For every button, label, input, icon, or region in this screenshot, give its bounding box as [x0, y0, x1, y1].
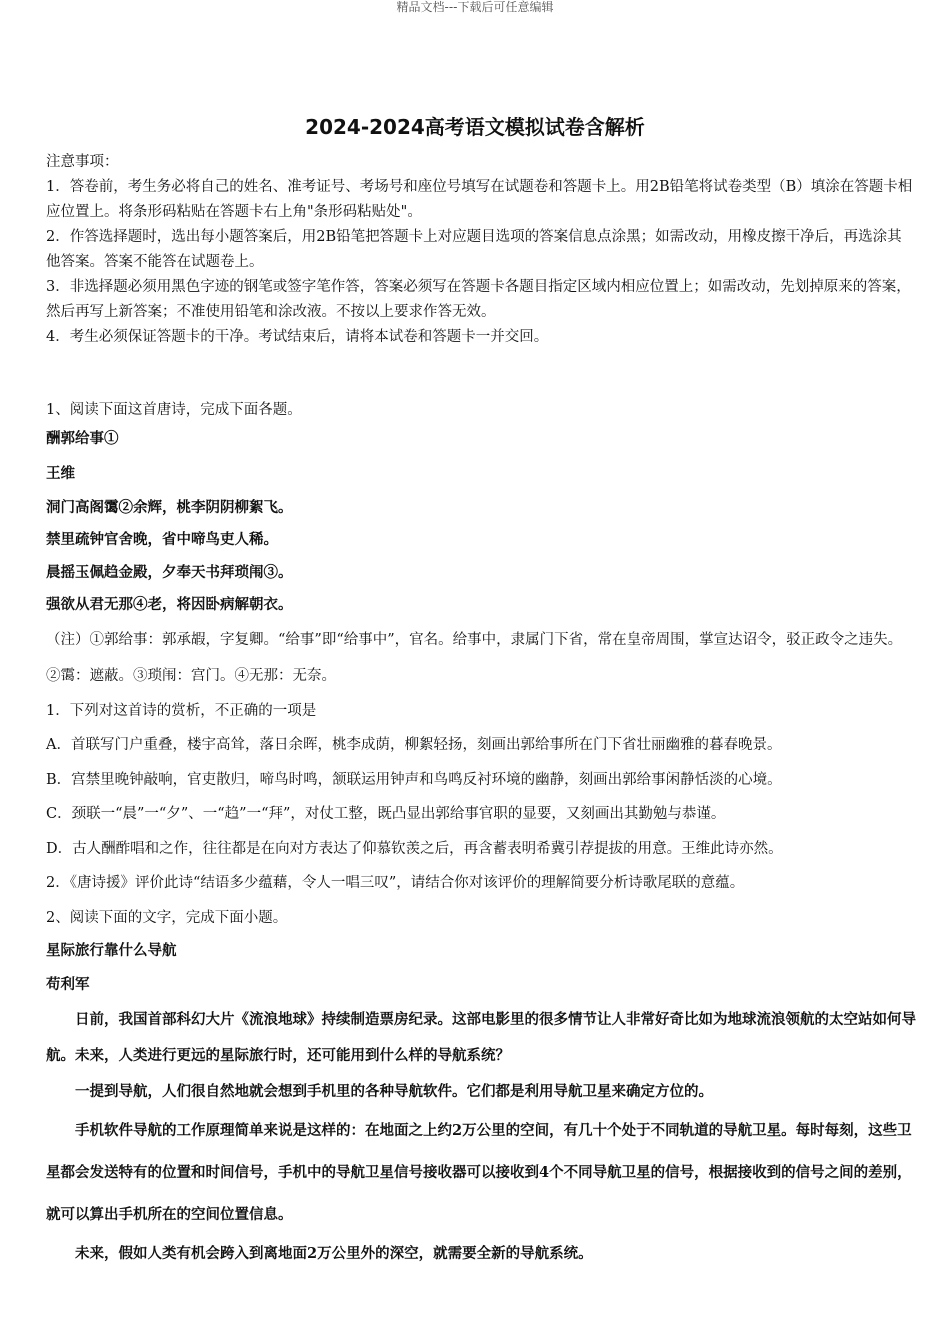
q2-intro: 2、阅读下面的文字，完成下面小题。 — [46, 909, 288, 926]
notice-heading: 注意事项： — [46, 154, 119, 170]
article-author: 苟利军 — [46, 975, 90, 993]
article-title: 星际旅行靠什么导航 — [46, 942, 177, 959]
poem-line-4: 强欲从君无那④老，将因卧病解朝衣。 — [46, 596, 293, 613]
article-paragraph-2: 一提到导航，人们很自然地就会想到手机里的各种导航软件。它们都是利用导航卫星来确定方位的。 — [75, 1083, 713, 1100]
article-paragraph-3: 手机软件导航的工作原理简单来说是这样的：在地面之上约2万公里的空间，有几十个处于不同轨道的导航卫星。每时每刻，这些卫星都会发送特有的位置和时间信号，手机中的导航卫星信号接收器可以接收到4个不同导航卫星的信号，根据接收到的信号之间的差别，就可以算出手机所在的空间位置信息。 — [46, 1122, 912, 1223]
notice-item-1: 1．答卷前，考生务必将自己的姓名、准考证号、考场号和座位号填写在试题卷和答题卡上。用2B铅笔将试卷类型（B）填涂在答题卡相应位置上。将条形码粘贴在答题卡右上角"条形码粘贴处"。 — [46, 179, 913, 220]
option-a: A．首联写门户重叠，楼宇高耸，落日余晖，桃李成荫，柳絮轻扬，刻画出郭给事所在门下省壮丽幽雅的暮春晚景。 — [46, 737, 782, 753]
notice-section — [46, 150, 916, 350]
option-d: D．古人酬酢唱和之作，往往都是在向对方表达了仰慕钦羡之后，再含蓄表明希冀引荐提拔的用意。王维此诗亦然。 — [46, 840, 783, 857]
notice-item-3: 3．非选择题必须用黑色字迹的钢笔或签字笔作答，答案必须写在答题卡各题目指定区域内相应位置上；如需改动，先划掉原来的答案，然后再写上新答案；不准使用铅笔和涂改液。不按以上要求作答无效。 — [46, 279, 911, 320]
article-paragraph-4: 未来，假如人类有机会跨入到离地面2万公里外的深空，就需要全新的导航系统。 — [75, 1245, 593, 1262]
question-section — [46, 397, 916, 1272]
page-header: 精品文档---下载后可任意编辑 — [396, 0, 554, 14]
option-c: C．颈联一“晨”一“夕”、一“趋”一“拜”，对仗工整，既凸显出郭给事官职的显要，又刻画出其勤勉与恭谨。 — [46, 806, 726, 822]
notice-item-2: 2．作答选择题时，选出每小题答案后，用2B铅笔把答题卡上对应题目选项的答案信息点涂黑；如需改动，用橡皮擦干净后，再选涂其他答案。答案不能答在试题卷上。 — [46, 229, 902, 270]
q1-intro: 1、阅读下面这首唐诗，完成下面各题。 — [46, 402, 302, 418]
poem-note: （注）①郭给事：郭承嘏，字复卿。“给事”即“给事中”，官名。给事中，隶属门下省，常在皇帝周围，掌宣达诏令，驳正政令之违失。②霭：遮蔽。③琐闱：宫门。④无那：无奈。 — [46, 631, 903, 684]
poem-author: 王维 — [46, 464, 75, 482]
page-title: 2024-2024高考语文模拟试卷含解析 — [305, 115, 645, 139]
poem-title: 酬郭给事① — [46, 430, 119, 447]
notice-item-4: 4．考生必须保证答题卡的干净。考试结束后，请将本试卷和答题卡一并交回。 — [46, 329, 549, 345]
article-paragraph-1: 日前，我国首部科幻大片《流浪地球》持续制造票房纪录。这部电影里的很多情节让人非常好奇比如为地球流浪领航的太空站如何导航。未来，人类进行更远的星际旅行时，还可能用到什么样的导航系统？ — [46, 1011, 916, 1064]
poem-line-2: 禁里疏钟官舍晚，省中啼鸟吏人稀。 — [46, 531, 278, 548]
poem-line-3: 晨摇玉佩趋金殿，夕奉天书拜琐闱③。 — [46, 563, 293, 581]
q1-sub1: 1．下列对这首诗的赏析，不正确的一项是 — [46, 702, 317, 719]
poem-line-1: 洞门高阁霭②余辉，桃李阴阴柳絮飞。 — [46, 498, 293, 516]
q1-sub2: 2．《唐诗援》评价此诗“结语多少蕴藉，令人一唱三叹”，请结合你对该评价的理解简要分析诗歌尾联的意蕴。 — [46, 875, 745, 891]
option-b: B．宫禁里晚钟敲响，官吏散归，啼鸟时鸣，颔联运用钟声和鸟鸣反衬环境的幽静，刻画出郭给事闲静恬淡的心境。 — [46, 771, 782, 788]
